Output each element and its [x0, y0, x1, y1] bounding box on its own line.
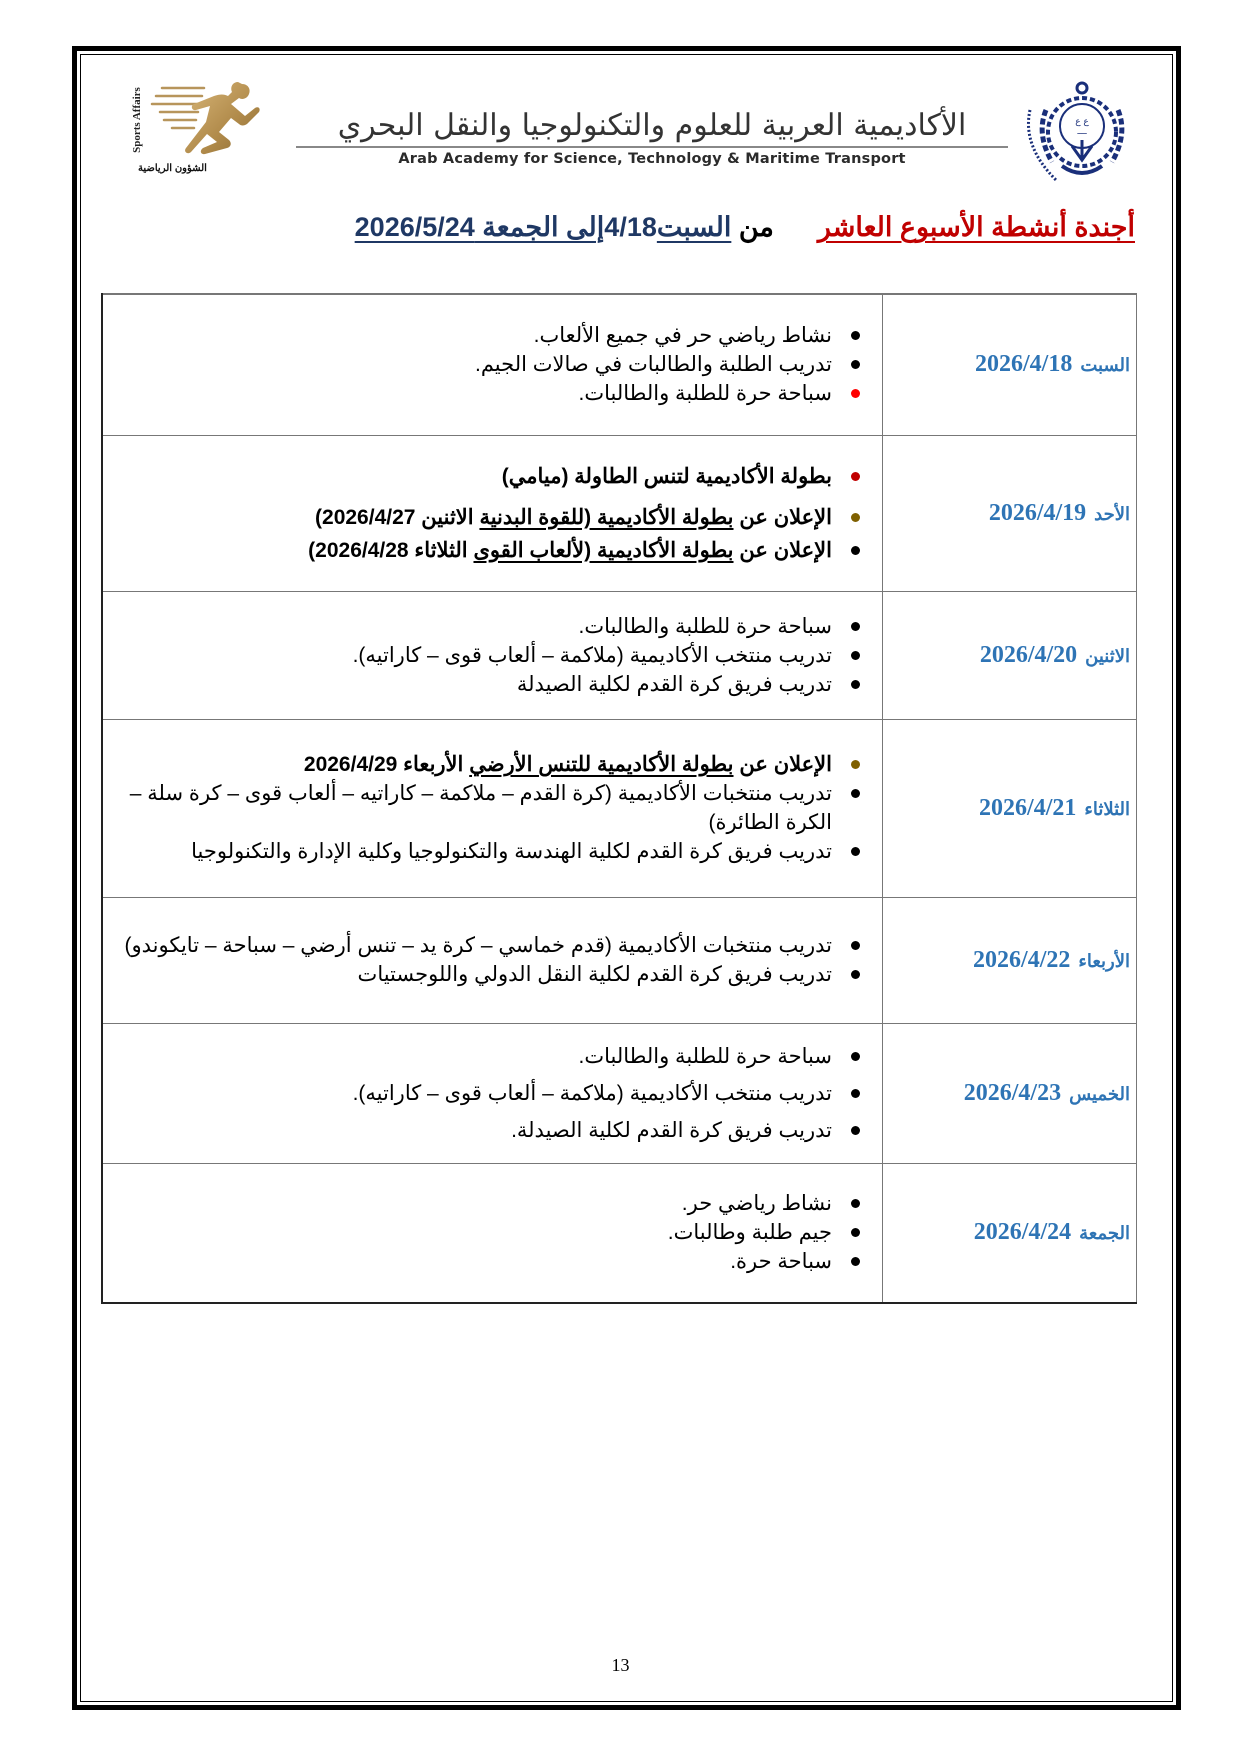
bullet-icon	[851, 472, 860, 481]
bullet-icon	[851, 331, 860, 340]
day-date: 2026/4/24	[973, 1219, 1072, 1246]
bullet-icon	[851, 546, 860, 555]
sports-affairs-logo	[122, 78, 272, 178]
activities-cell	[102, 719, 883, 897]
academy-name-ar: الأكاديمية العربية للعلوم والتكنولوجيا والنقل البحري	[337, 108, 967, 143]
activities-cell	[102, 435, 883, 591]
bullet-icon	[851, 970, 860, 979]
date-cell	[883, 435, 1137, 591]
aast-emblem-icon	[1018, 80, 1138, 190]
day-date: 2026/4/22	[973, 946, 1071, 973]
day-date: 2026/4/20	[979, 641, 1078, 668]
agenda-title-from: من	[738, 212, 774, 242]
list-item: الإعلان عن بطولة الأكاديمية (لألعاب القوى الثلاثاء 2026/4/28)	[107, 536, 868, 565]
sports-affairs-label-ar: الشؤون الرياضية	[138, 163, 207, 174]
day-date: 2026/4/23	[963, 1079, 1062, 1106]
agenda-title-range-start-day: السبت	[656, 212, 732, 242]
list-item: سباحة حرة.	[107, 1247, 868, 1276]
bullet-icon	[851, 1199, 860, 1208]
table-row	[102, 591, 1137, 719]
list-item: تدريب منتخبات الأكاديمية (قدم خماسي – كرة يد – تنس أرضي – سباحة – تايكوندو)	[107, 931, 868, 960]
list-item: تدريب فريق كرة القدم لكلية الصيدلة.	[107, 1116, 868, 1145]
list-item: جيم طلبة وطالبات.	[107, 1218, 868, 1247]
bullet-icon	[851, 941, 860, 950]
bullet-icon	[851, 1052, 860, 1061]
list-item: تدريب منتخبات الأكاديمية (كرة القدم – ملاكمة – كاراتيه – ألعاب قوى – كرة سلة – الكرة الطائرة)	[107, 779, 868, 837]
bullet-icon	[851, 1228, 860, 1237]
day-name: الثلاثاء	[1084, 798, 1130, 819]
running-man-icon	[142, 78, 272, 162]
date-cell	[883, 897, 1137, 1023]
activities-cell	[102, 294, 883, 435]
academy-name	[292, 108, 1012, 167]
bullet-icon	[851, 1126, 860, 1135]
activities-cell	[102, 591, 883, 719]
page-number: 13	[611, 1655, 630, 1675]
day-date: 2026/4/21	[979, 794, 1077, 821]
day-name: الأربعاء	[1078, 950, 1130, 971]
weekly-schedule-table	[101, 293, 1137, 1304]
bullet-icon	[851, 513, 860, 522]
bullet-icon	[851, 1089, 860, 1098]
table-row	[102, 294, 1137, 435]
activities-cell	[102, 897, 883, 1023]
table-row	[102, 719, 1137, 897]
list-item: تدريب الطلبة والطالبات في صالات الجيم.	[107, 350, 868, 379]
list-item: تدريب منتخب الأكاديمية (ملاكمة – ألعاب قوى – كاراتيه).	[107, 1079, 868, 1108]
day-name: الخميس	[1069, 1083, 1130, 1104]
table-row	[102, 1023, 1137, 1163]
list-item: الإعلان عن بطولة الأكاديمية (للقوة البدنية الاثنين 2026/4/27)	[107, 503, 868, 532]
bullet-icon	[851, 360, 860, 369]
list-item: تدريب فريق كرة القدم لكلية الهندسة والتكنولوجيا وكلية الإدارة والتكنولوجيا	[107, 837, 868, 866]
agenda-title-range	[355, 212, 732, 242]
day-name: الجمعة	[1079, 1223, 1130, 1244]
agenda-title-main: أجندة أنشطة الأسبوع العاشر	[817, 212, 1135, 242]
bullet-icon	[851, 847, 860, 856]
list-item: تدريب منتخب الأكاديمية (ملاكمة – ألعاب قوى – كاراتيه).	[107, 641, 868, 670]
bullet-icon	[851, 680, 860, 689]
bullet-icon	[851, 389, 860, 398]
list-item: الإعلان عن بطولة الأكاديمية للتنس الأرضي الأربعاء 2026/4/29	[107, 750, 868, 779]
agenda-title-range-start-date: 4/18	[604, 212, 657, 242]
date-cell	[883, 591, 1137, 719]
day-name: السبت	[1080, 355, 1130, 376]
list-item: سباحة حرة للطلبة والطالبات.	[107, 612, 868, 641]
svg-text:ــــ: ــــ	[1077, 127, 1087, 136]
list-item: سباحة حرة للطلبة والطالبات.	[107, 1042, 868, 1071]
activities-cell	[102, 1023, 883, 1163]
sports-affairs-label-en: Sports Affairs	[130, 87, 143, 153]
bullet-icon	[851, 622, 860, 631]
list-item: نشاط رياضي حر.	[107, 1189, 868, 1218]
date-cell	[883, 1163, 1137, 1303]
date-cell	[883, 294, 1137, 435]
academy-name-divider	[296, 146, 1008, 148]
date-cell	[883, 1023, 1137, 1163]
day-date: 2026/4/19	[988, 499, 1087, 526]
table-row	[102, 435, 1137, 591]
academy-name-en: Arab Academy for Science, Technology & Maritime Transport	[398, 151, 906, 167]
list-item: تدريب فريق كرة القدم لكلية النقل الدولي واللوجستيات	[107, 960, 868, 989]
list-item: سباحة حرة للطلبة والطالبات.	[107, 379, 868, 408]
day-date: 2026/4/18	[975, 351, 1073, 378]
bullet-icon	[851, 789, 860, 798]
table-row	[102, 1163, 1137, 1303]
aast-emblem-logo	[1018, 80, 1138, 190]
day-name: الأحد	[1094, 503, 1130, 524]
activities-cell	[102, 1163, 883, 1303]
bullet-icon	[851, 1257, 860, 1266]
letterhead	[110, 78, 1140, 188]
day-name: الاثنين	[1085, 645, 1130, 666]
agenda-title	[150, 212, 1135, 258]
bullet-icon	[851, 760, 860, 769]
list-item: نشاط رياضي حر في جميع الألعاب.	[107, 321, 868, 350]
date-cell	[883, 719, 1137, 897]
list-item: بطولة الأكاديمية لتنس الطاولة (ميامي)	[107, 462, 868, 491]
table-row	[102, 897, 1137, 1023]
svg-text:ع ع: ع ع	[1075, 117, 1089, 127]
list-item: تدريب فريق كرة القدم لكلية الصيدلة	[107, 670, 868, 699]
agenda-title-range-end: إلى الجمعة 2026/5/24	[354, 212, 605, 242]
bullet-icon	[851, 651, 860, 660]
